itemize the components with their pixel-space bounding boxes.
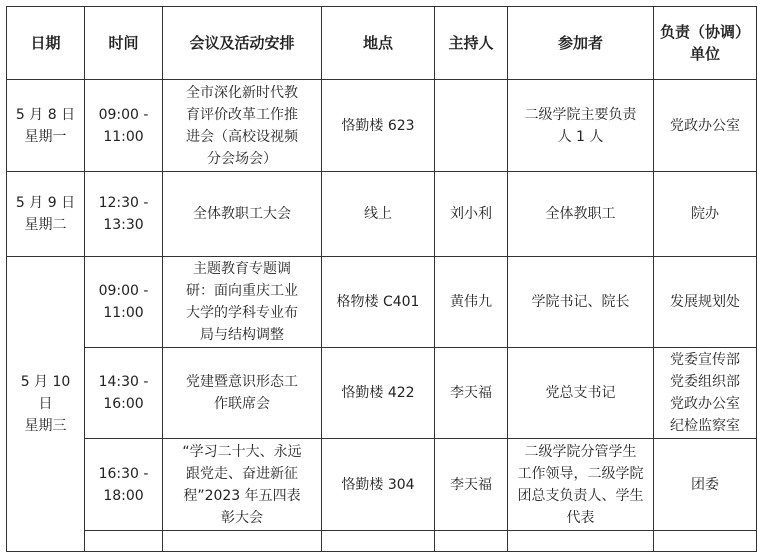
header-unit: 负责（协调） 单位	[654, 7, 757, 80]
location-cell: 格物楼 C401	[322, 257, 435, 348]
event-cell: 全市深化新时代教 育评价改革工作推 进会（高校设视频 分会场会）	[163, 80, 322, 172]
header-date: 日期	[7, 7, 85, 80]
event-cell: 党建暨意识形态工 作联席会	[163, 348, 322, 439]
date-cell: 5 月 8 日 星期一	[7, 80, 85, 172]
header-time: 时间	[85, 7, 163, 80]
date-cell: 5 月 9 日 星期二	[7, 172, 85, 257]
host-cell: 李天福	[435, 348, 508, 439]
header-row	[7, 7, 757, 80]
date-cell: 5 月 10 日 星期三	[7, 257, 85, 552]
time-cell: 14:30 - 16:00	[85, 348, 163, 439]
location-cell: 恪勤楼 623	[322, 80, 435, 172]
empty-cell	[163, 531, 322, 552]
header-host: 主持人	[435, 7, 508, 80]
attendees-cell: 二级学院分管学生 工作领导，二级学院 团总支负责人、学生 代表	[508, 439, 654, 531]
empty-cell	[85, 531, 163, 552]
event-cell: “学习二十大、永远 跟党走、奋进新征 程”2023 年五四表 彰大会	[163, 439, 322, 531]
schedule-table	[6, 6, 757, 552]
time-cell: 12:30 - 13:30	[85, 172, 163, 257]
host-cell	[435, 80, 508, 172]
event-cell: 全体教职工大会	[163, 172, 322, 257]
attendees-cell: 学院书记、院长	[508, 257, 654, 348]
time-cell: 09:00 - 11:00	[85, 80, 163, 172]
host-cell: 刘小利	[435, 172, 508, 257]
attendees-cell: 党总支书记	[508, 348, 654, 439]
host-cell: 黄伟九	[435, 257, 508, 348]
time-cell: 16:30 - 18:00	[85, 439, 163, 531]
table-row	[7, 172, 757, 257]
table-row	[7, 80, 757, 172]
header-location: 地点	[322, 7, 435, 80]
unit-cell: 发展规划处	[654, 257, 757, 348]
attendees-cell: 全体教职工	[508, 172, 654, 257]
location-cell: 恪勤楼 304	[322, 439, 435, 531]
header-event: 会议及活动安排	[163, 7, 322, 80]
empty-cell	[654, 531, 757, 552]
attendees-cell: 二级学院主要负责 人 1 人	[508, 80, 654, 172]
time-cell: 09:00 - 11:00	[85, 257, 163, 348]
location-cell: 线上	[322, 172, 435, 257]
table-row	[7, 257, 757, 348]
empty-cell	[508, 531, 654, 552]
location-cell: 恪勤楼 422	[322, 348, 435, 439]
host-cell: 李天福	[435, 439, 508, 531]
event-cell: 主题教育专题调 研：面向重庆工业 大学的学科专业布 局与结构调整	[163, 257, 322, 348]
empty-cell	[322, 531, 435, 552]
unit-cell: 院办	[654, 172, 757, 257]
unit-cell: 团委	[654, 439, 757, 531]
unit-cell: 党委宣传部 党委组织部 党政办公室 纪检监察室	[654, 348, 757, 439]
header-attendees: 参加者	[508, 7, 654, 80]
empty-cell	[435, 531, 508, 552]
unit-cell: 党政办公室	[654, 80, 757, 172]
table-row	[7, 531, 757, 552]
table-row	[7, 348, 757, 439]
table-row	[7, 439, 757, 531]
